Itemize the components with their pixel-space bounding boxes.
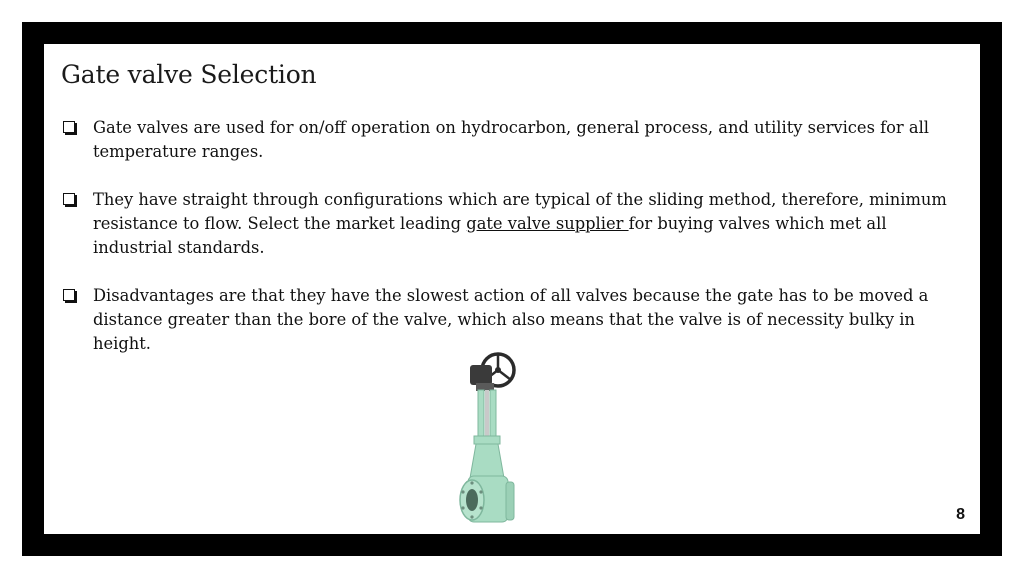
bullet-item (61, 188, 966, 260)
gate-valve-illustration-icon (454, 350, 534, 530)
slide (44, 44, 980, 534)
bullet-item (61, 284, 966, 356)
slide-title: Gate valve Selection (61, 60, 317, 89)
gate-valve-supplier-link[interactable]: gate valve supplier (466, 214, 629, 233)
bullet-text: Disadvantages are that they have the slowest action of all valves because the gate has to be moved a distance greater than the bore of the valve, which also means that the valve is of necessity bulky in height. (93, 286, 929, 353)
checkbox-bullet-icon (63, 121, 75, 133)
bullet-text-before: They have straight through configurations which are typical of the sliding method, therefore, minimum resistance to flow. Select the market leading (93, 190, 947, 233)
bullet-list (61, 116, 966, 380)
bullet-item (61, 116, 966, 164)
bullet-text-after: for buying valves which met all industrial standards. (93, 214, 887, 257)
checkbox-bullet-icon (63, 289, 75, 301)
bullet-text: Gate valves are used for on/off operation on hydrocarbon, general process, and utility services for all temperature ranges. (93, 118, 930, 161)
page-number: 8 (956, 506, 965, 523)
checkbox-bullet-icon (63, 193, 75, 205)
